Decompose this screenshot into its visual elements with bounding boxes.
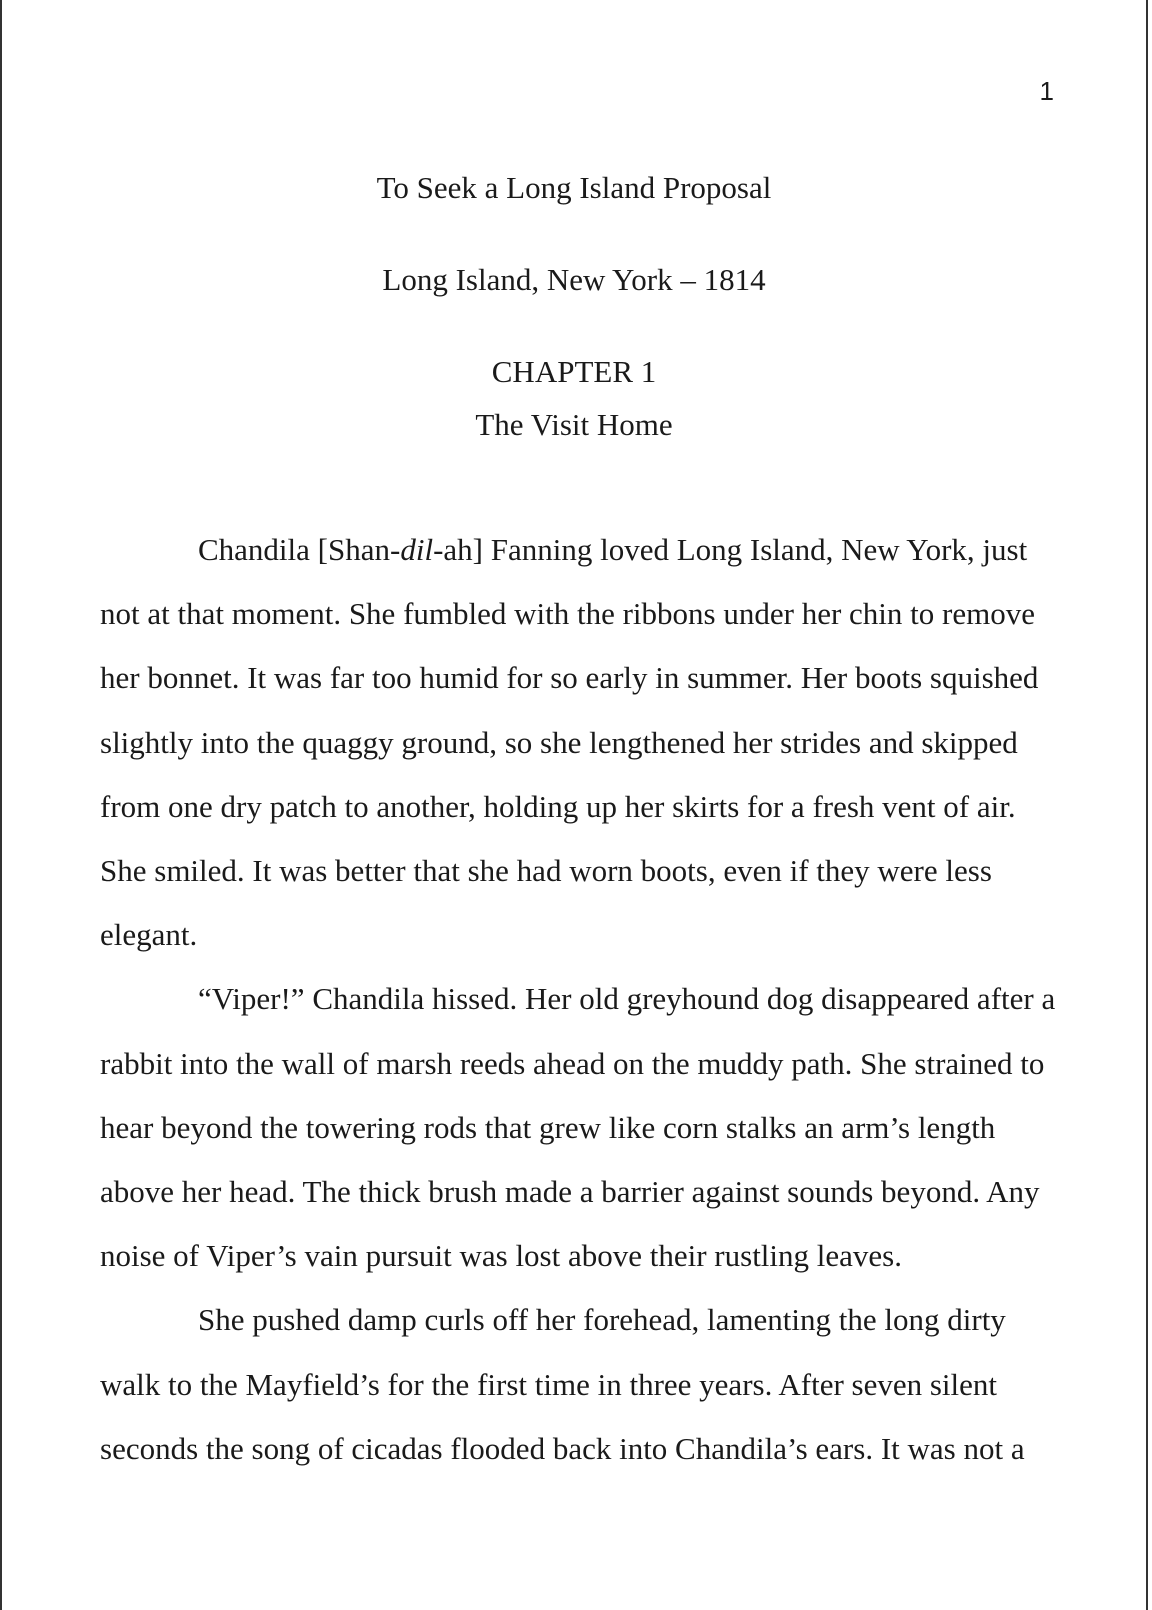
paragraph-1-rest: -ah] Fanning loved Long Island, New York, just not at that moment. She fumbled with the ribbons under her chin to remove her bonnet. It was far too humid for so early in summer. Her boots squished slightly into the quaggy ground, so she lengthened her strides and skipped from one dry patch to another, holding up her skirts for a fresh vent of air. She smiled. It was better that she had worn boots, even if they were less elegant. — [100, 532, 1039, 953]
pronunciation-italic: dil — [400, 532, 434, 567]
chapter-title: The Visit Home — [475, 407, 673, 442]
paragraph-1 — [100, 518, 1060, 967]
paragraph-3: She pushed damp curls off her forehead, lamenting the long dirty walk to the Mayfield’s for the first time in three years. After seven silent seconds the song of cicadas flooded back into Chandila’s ears. It was not a — [100, 1302, 1025, 1466]
chapter-number: CHAPTER 1 — [491, 354, 657, 389]
page-number: 1 — [1039, 76, 1054, 106]
setting-line: Long Island, New York – 1814 — [382, 262, 766, 297]
book-title: To Seek a Long Island Proposal — [376, 170, 772, 205]
paragraph-2: “Viper!” Chandila hissed. Her old greyhound dog disappeared after a rabbit into the wall of marsh reeds ahead on the muddy path. She strained to hear beyond the towering rods that grew like corn stalks an arm’s length above her head. The thick brush made a barrier against sounds beyond. Any noise of Viper’s vain pursuit was lost above their rustling leaves. — [100, 981, 1056, 1274]
paragraph-1-start: Chandila [Shan- — [198, 532, 401, 567]
body-text — [100, 518, 1060, 1481]
